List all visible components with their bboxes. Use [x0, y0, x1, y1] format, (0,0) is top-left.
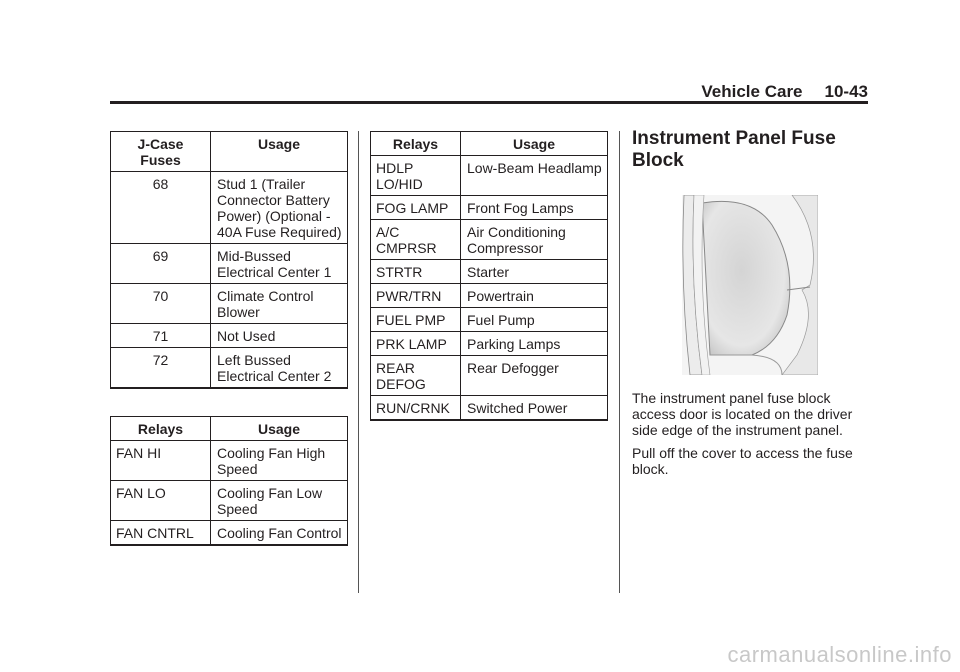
usage-cell: Mid-Bussed Electrical Center 1	[211, 244, 348, 284]
usage-cell: Parking Lamps	[461, 332, 608, 356]
paragraph: Pull off the cover to access the fuse block.	[632, 445, 853, 477]
column-header: Usage	[461, 132, 608, 156]
id-cell: HDLP LO/HID	[371, 156, 461, 196]
table-row	[371, 332, 608, 356]
id-cell: 70	[111, 284, 211, 324]
id-cell: STRTR	[371, 260, 461, 284]
id-cell: 72	[111, 348, 211, 389]
section-title: Vehicle Care	[701, 82, 803, 101]
column-header: Usage	[211, 417, 348, 441]
table-header-row	[111, 417, 348, 441]
fuse-block-door-illustration	[682, 195, 818, 375]
header-rule	[110, 101, 868, 104]
paragraph: The instrument panel fuse block access door is located on the driver side edge of the instrument panel.	[632, 390, 853, 438]
id-cell: FAN CNTRL	[111, 521, 211, 546]
page-number: 10-43	[824, 82, 868, 101]
relays-table-2	[370, 131, 608, 421]
usage-cell: Not Used	[211, 324, 348, 348]
watermark: carmanualsonline.info	[727, 642, 952, 667]
column-header: Usage	[211, 132, 348, 172]
table-row	[371, 156, 608, 196]
usage-cell: Cooling Fan Low Speed	[211, 481, 348, 521]
usage-cell: Cooling Fan Control	[211, 521, 348, 546]
table-row	[371, 284, 608, 308]
column-header: J-Case Fuses	[111, 132, 211, 172]
column-divider	[619, 131, 620, 593]
id-cell: A/C CMPRSR	[371, 220, 461, 260]
usage-cell: Stud 1 (Trailer Connector Battery Power) (Optional - 40A Fuse Required)	[211, 172, 348, 244]
id-cell: PRK LAMP	[371, 332, 461, 356]
table-row	[371, 308, 608, 332]
table-row	[371, 220, 608, 260]
usage-cell: Rear Defogger	[461, 356, 608, 396]
table-row	[371, 396, 608, 421]
table-row	[111, 244, 348, 284]
table-row	[111, 481, 348, 521]
usage-cell: Starter	[461, 260, 608, 284]
column-header: Relays	[111, 417, 211, 441]
id-cell: FUEL PMP	[371, 308, 461, 332]
id-cell: 68	[111, 172, 211, 244]
usage-cell: Cooling Fan High Speed	[211, 441, 348, 481]
table-row	[111, 284, 348, 324]
table-row	[371, 356, 608, 396]
id-cell: RUN/CRNK	[371, 396, 461, 421]
table-row	[111, 521, 348, 546]
id-cell: 69	[111, 244, 211, 284]
table-header-row	[371, 132, 608, 156]
usage-cell: Switched Power	[461, 396, 608, 421]
table-row	[371, 196, 608, 220]
section-heading: Instrument Panel Fuse Block	[632, 128, 836, 171]
id-cell: FOG LAMP	[371, 196, 461, 220]
id-cell: 71	[111, 324, 211, 348]
usage-cell: Left Bussed Electrical Center 2	[211, 348, 348, 389]
column-header: Relays	[371, 132, 461, 156]
usage-cell: Fuel Pump	[461, 308, 608, 332]
table-row	[111, 172, 348, 244]
table-header-row	[111, 132, 348, 172]
id-cell: FAN HI	[111, 441, 211, 481]
table-row	[371, 260, 608, 284]
column-divider	[358, 131, 359, 593]
id-cell: REAR DEFOG	[371, 356, 461, 396]
usage-cell: Front Fog Lamps	[461, 196, 608, 220]
id-cell: PWR/TRN	[371, 284, 461, 308]
table-row	[111, 348, 348, 389]
table-row	[111, 324, 348, 348]
id-cell: FAN LO	[111, 481, 211, 521]
usage-cell: Climate Control Blower	[211, 284, 348, 324]
usage-cell: Low-Beam Headlamp	[461, 156, 608, 196]
usage-cell: Powertrain	[461, 284, 608, 308]
table-row	[111, 441, 348, 481]
relays-table-1	[110, 416, 348, 546]
page-header	[701, 82, 868, 102]
jcase-fuses-table	[110, 131, 348, 389]
usage-cell: Air Conditioning Compressor	[461, 220, 608, 260]
